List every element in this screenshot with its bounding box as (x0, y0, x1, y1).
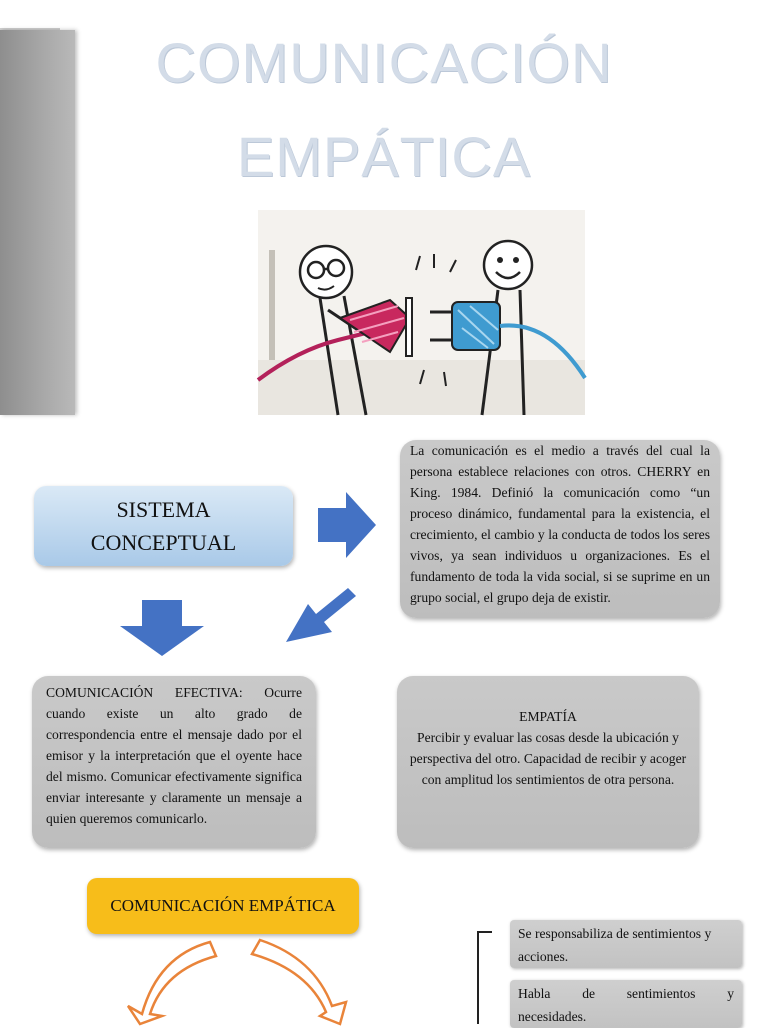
list-item-line-2: necesidades. (518, 1009, 587, 1024)
empatia-text: Percibir y evaluar las cosas desde la ubicación y perspectiva del otro. Capacidad de recibir y acoger con amplitud los sentimientos de otra persona. (409, 730, 687, 787)
list-item-line-1: Habla de sentimientos y (518, 986, 734, 1001)
list-item-line-2: acciones. (518, 949, 569, 964)
people-connecting-plugs-icon (258, 210, 585, 415)
sistema-conceptual-box (34, 486, 293, 566)
efectiva-text: COMUNICACIÓN EFECTIVA: Ocurre cuando existe un alto grado de correspondencia entre el mensaje dado por el emisor y la interpretación que el oyente hace del mismo. Comunicar efectivamente significa enviar interesante y claramente un mensaje a quien queremos comunicarlo. (46, 685, 302, 826)
list-item (510, 980, 742, 1028)
arrow-down-left-icon (286, 588, 356, 642)
arrow-right-icon (318, 492, 378, 558)
empatia-box (397, 676, 699, 848)
sistema-line-1: SISTEMA (116, 497, 211, 522)
definition-text: La comunicación es el medio a través del cual la persona establece relaciones con otros. CHERRY en King. 1984. Definió la comunicación como “un proceso dinámico, fundamental para la existencia, el crecimiento, el cambio y la conducta de todos los seres vivos, ya sean individuos u organizaciones. Es el fundamento de toda la vida social, si se suprime en un grupo social, el grupo deja de existir. (410, 443, 710, 605)
page-title-line-1: COMUNICACIÓN (155, 31, 613, 94)
bracket-icon (474, 930, 494, 1024)
list-item-line-1: Se responsabiliza de sentimientos y (518, 926, 712, 941)
sistema-line-2: CONCEPTUAL (90, 530, 237, 555)
comunicacion-efectiva-box (32, 676, 316, 848)
page-title-line-2: EMPÁTICA (236, 125, 532, 188)
empatia-heading: EMPATÍA (519, 709, 577, 724)
comunicacion-empatica-label: COMUNICACIÓN EMPÁTICA (87, 878, 359, 934)
definition-box (400, 440, 720, 618)
arrow-down-icon (120, 600, 204, 656)
orange-curved-arrows-icon (118, 936, 358, 1024)
list-item (510, 920, 742, 968)
